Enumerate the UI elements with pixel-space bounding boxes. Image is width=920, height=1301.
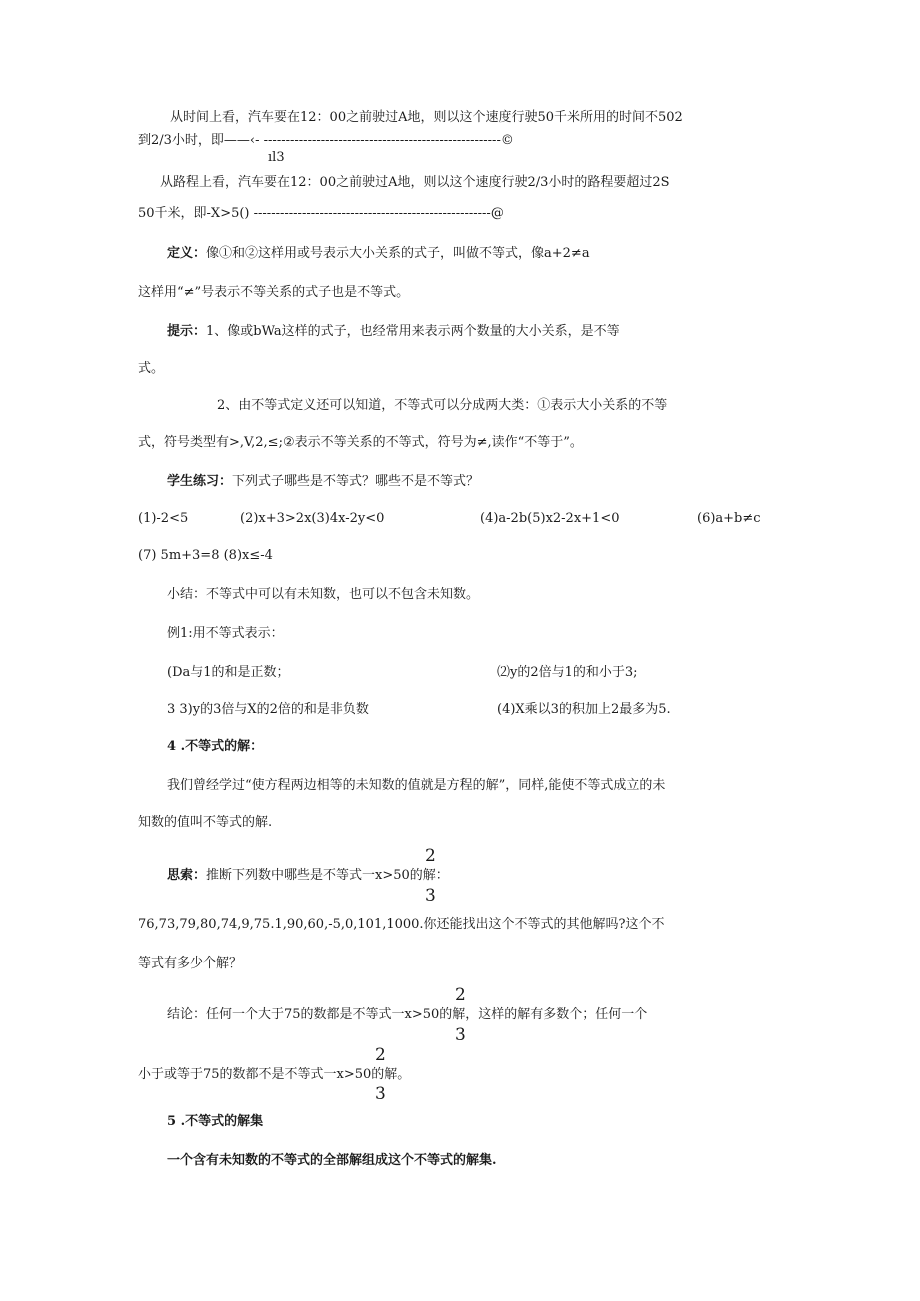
- exercise-4: (6)a+b≠c: [697, 511, 761, 526]
- think-text: 推断下列数中哪些是不等式一x>50的解：: [206, 868, 449, 883]
- tip-label: 提示：: [167, 324, 207, 339]
- practice-line: [167, 474, 479, 490]
- fraction-denominator-1: 3: [425, 886, 436, 906]
- tip-line-2: 2、由不等式定义还可以知道，不等式可以分成两大类：①表示大小关系的不等: [217, 398, 668, 413]
- numbers-line-2: 等式有多少个解？: [138, 956, 243, 971]
- example-item-2: ⑵y的2倍与1的和小于3;: [497, 665, 638, 680]
- numbers-line-1: 76,73,79,80,74,9,75.1,90,60,-5,0,101,1000.你还能找出这个不等式的其他解吗?这个不: [138, 917, 665, 932]
- example-item-1: (Da与1的和是正数；: [167, 665, 290, 680]
- tip-line-1b: 式。: [138, 361, 165, 376]
- exercise-1: (1)-2<5: [138, 511, 189, 526]
- solution-def-line-1: 我们曾经学过“使方程两边相等的未知数的值就是方程的解”，同样,能使不等式成立的未: [167, 778, 666, 793]
- exercise-2: (2)x+3>2x(3)4x-2y<0: [240, 511, 385, 526]
- solution-set-definition: 一个含有未知数的不等式的全部解组成这个不等式的解集.: [167, 1153, 497, 1168]
- paragraph-route-line-1: 从路程上看，汽车要在12：00之前驶过A地，则以这个速度行驶2/3小时的路程要超过2S: [160, 175, 670, 190]
- practice-label: 学生练习：: [167, 474, 233, 489]
- example-item-4: (4)X乘以3的积加上2最多为5.: [497, 702, 671, 717]
- example-title: 例1:用不等式表示：: [167, 626, 284, 641]
- fraction-denominator-2: 3: [455, 1025, 466, 1045]
- fraction-numerator-3: 2: [375, 1045, 386, 1065]
- definition-line-2: 这样用“≠”号表示不等关系的式子也是不等式。: [138, 285, 410, 300]
- tip-line-1: [167, 324, 620, 340]
- fraction-numerator-2: 2: [455, 985, 466, 1005]
- exercise-5: (7) 5m+3=8 (8)x≤-4: [138, 548, 273, 563]
- definition-line-1: [167, 246, 590, 262]
- section-5-heading: 5 .不等式的解集: [167, 1114, 264, 1129]
- exercise-3: (4)a-2b(5)x2-2x+1<0: [480, 511, 620, 526]
- paragraph-time-line-1: 从时间上看，汽车要在12：00之前驶过A地，则以这个速度行驶50千米所用的时间不502: [170, 110, 683, 125]
- section-4-heading: 4 .不等式的解：: [167, 739, 264, 754]
- definition-text: 像①和②这样用或号表示大小关系的式子，叫做不等式，像a+2≠a: [206, 246, 590, 261]
- think-label: 思索：: [167, 868, 207, 883]
- tip-line-2b: 式，符号类型有>,V,2,≤;②表示不等关系的不等式，符号为≠,读作“不等于”。: [138, 435, 583, 450]
- definition-label: 定义：: [167, 246, 207, 261]
- fraction-denominator-3: 3: [375, 1084, 386, 1104]
- solution-def-line-2: 知数的值叫不等式的解.: [138, 815, 273, 830]
- paragraph-time-line-2: 到2/3小时，即——‹- ------------------------------------------------------©: [138, 133, 514, 148]
- paragraph-route-line-2: 50千米，即-X>5() ------------------------------------------------------@: [138, 206, 504, 221]
- tip-1-text: 1、像或bWa这样的式子，也经常用来表示两个数量的大小关系，是不等: [206, 324, 620, 339]
- conclusion-line-2: 小于或等于75的数都不是不等式一x>50的解。: [138, 1067, 411, 1082]
- fraction-numerator-1: 2: [425, 846, 436, 866]
- conclusion-line-1: 结论：任何一个大于75的数都是不等式一x>50的解，这样的解有多数个；任何一个: [167, 1007, 648, 1022]
- summary-line: 小结：不等式中可以有未知数，也可以不包含未知数。: [167, 587, 480, 602]
- practice-text: 下列式子哪些是不等式？哪些不是不等式？: [232, 474, 480, 489]
- think-line: [167, 868, 449, 884]
- fraction-fragment: ıl3: [268, 150, 285, 165]
- example-item-3: 3 3)y的3倍与X的2倍的和是非负数: [167, 702, 369, 717]
